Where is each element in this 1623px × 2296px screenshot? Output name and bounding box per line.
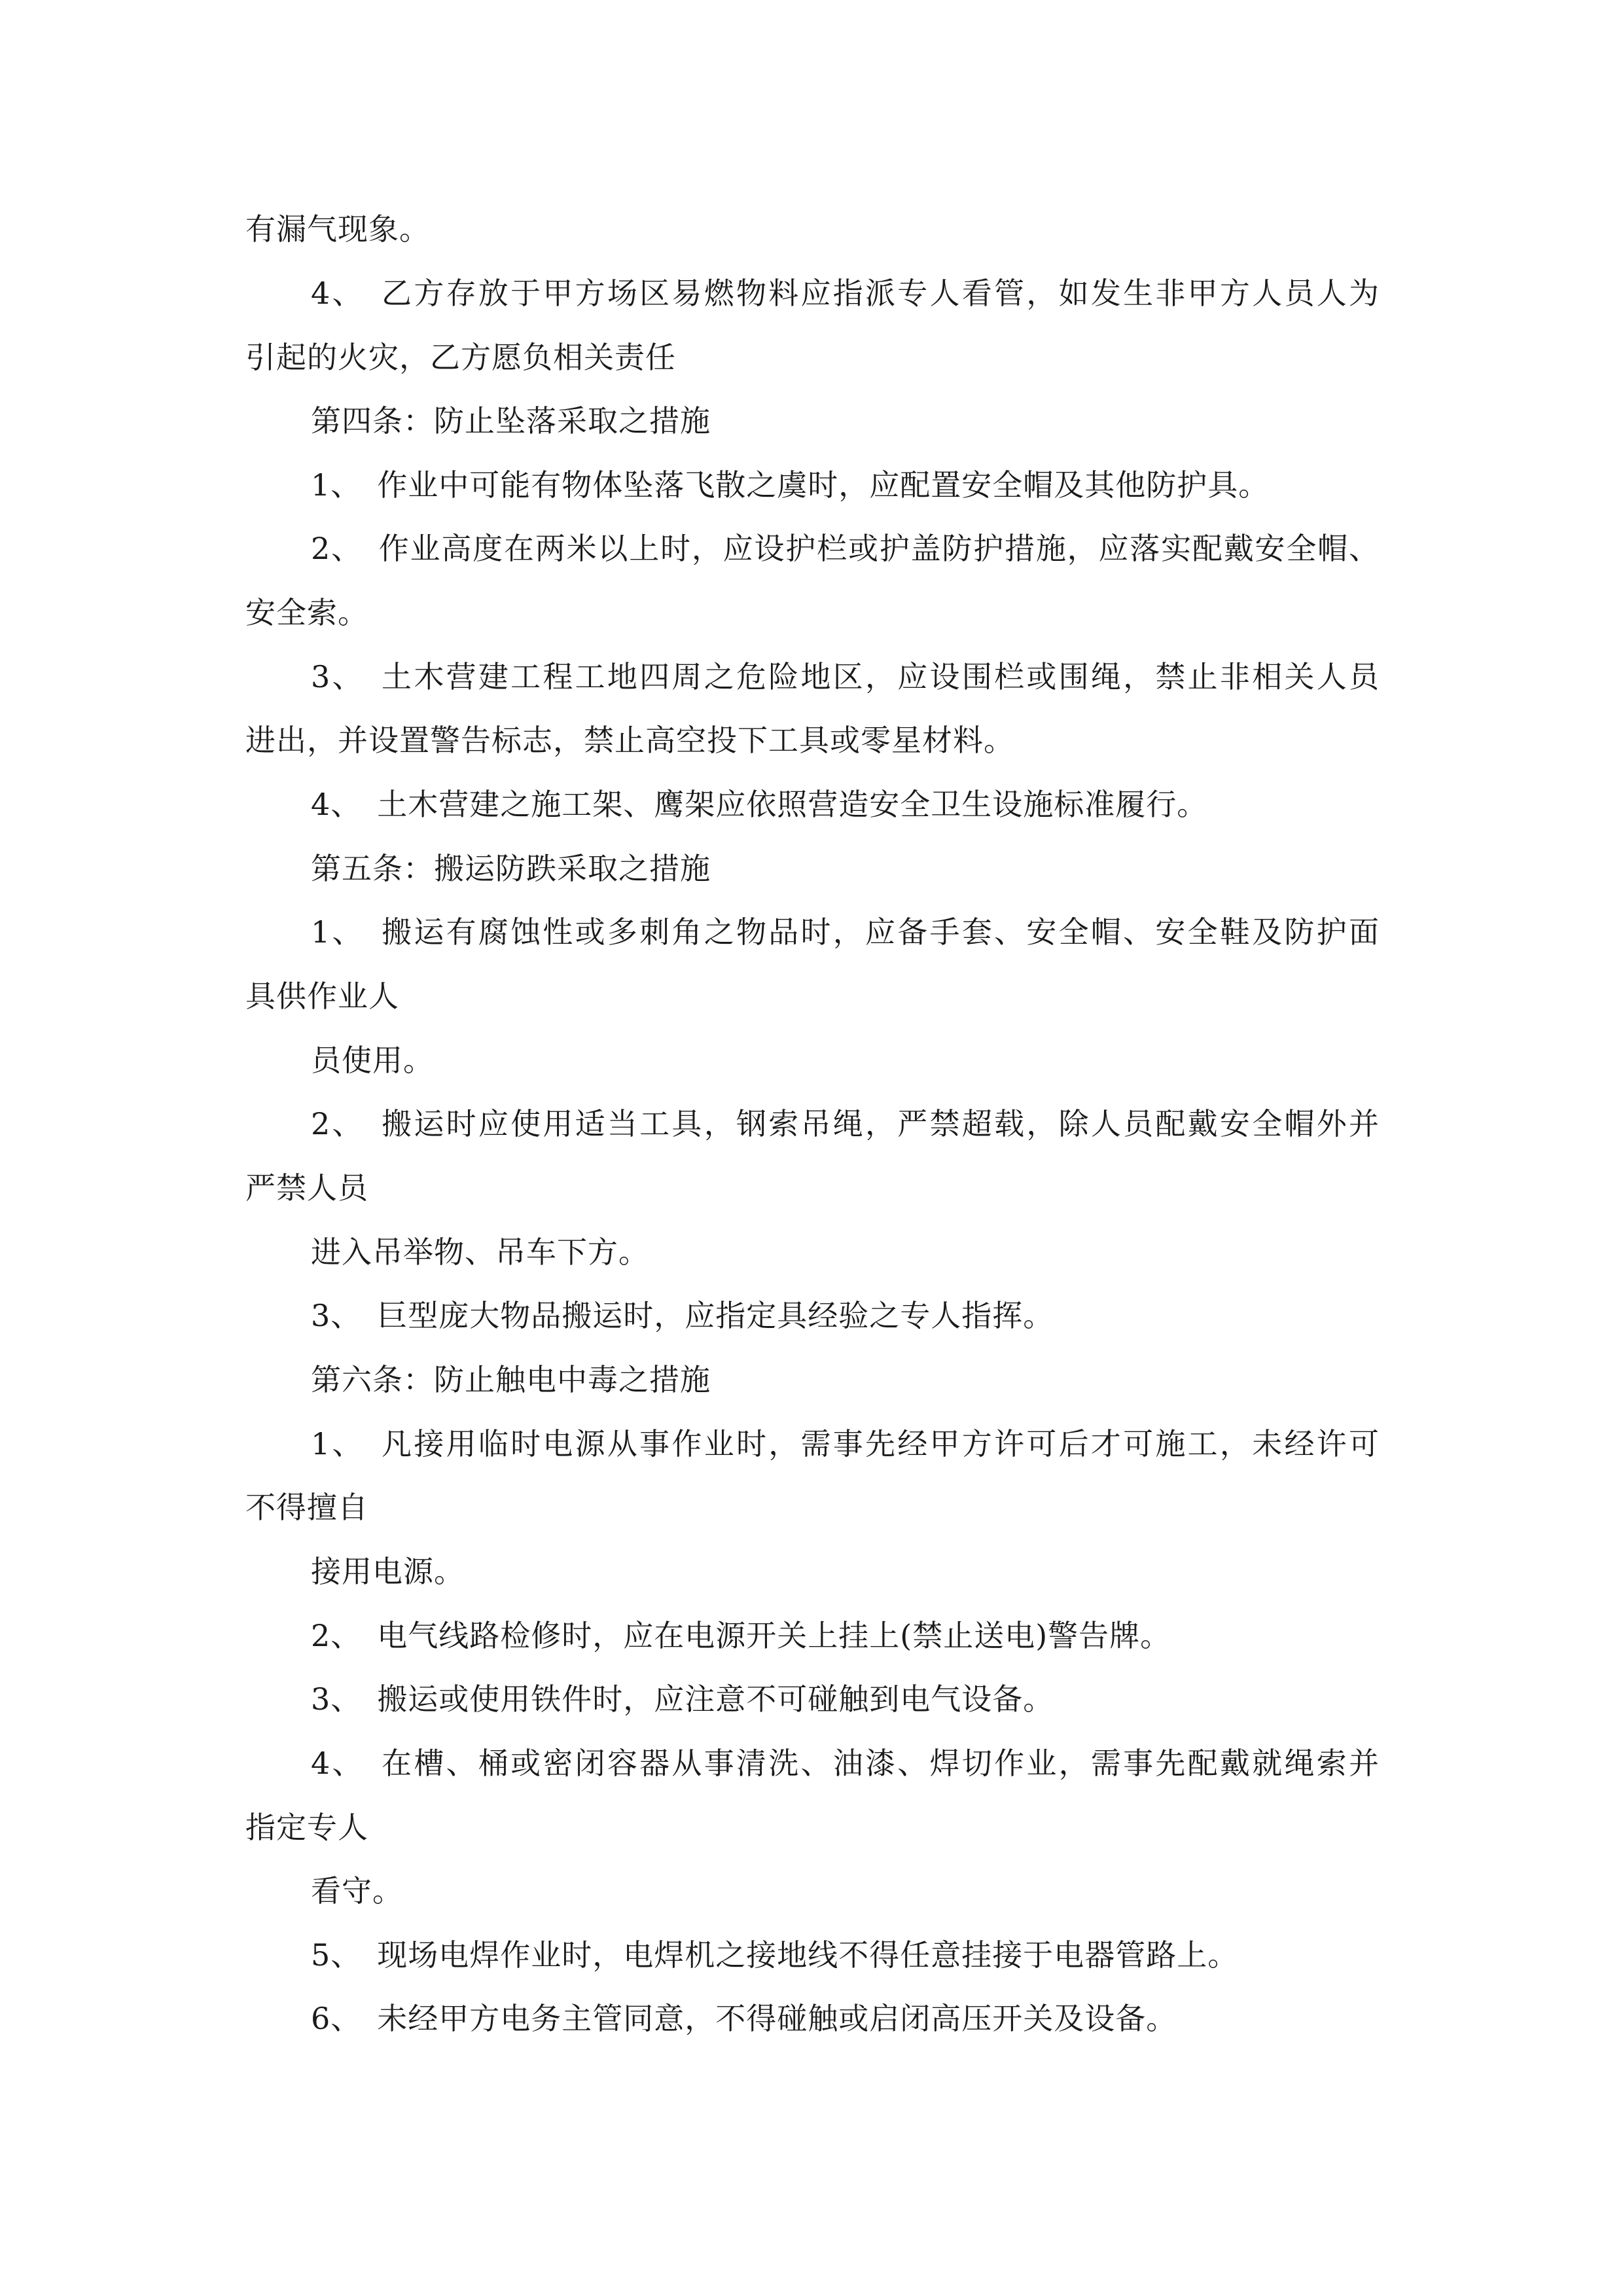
text-line: 5、 现场电焊作业时，电焊机之接地线不得任意挂接于电器管路上。 [311, 1937, 1239, 1973]
text-line: 有漏气现象。 [245, 211, 430, 247]
text-line: 4、 在槽、桶或密闭容器从事清洗、油漆、焊切作业，需事先配戴就绳索并 [311, 1746, 1379, 1781]
text-line: 4、 土木营建之施工架、鹰架应依照营造安全卫生设施标准履行。 [311, 787, 1208, 822]
text-line: 引起的火灾，乙方愿负相关责任 [245, 340, 676, 375]
text-line: 不得擅自 [245, 1490, 368, 1525]
text-line: 具供作业人 [245, 978, 399, 1014]
section-heading: 第五条：搬运防跌采取之措施 [311, 851, 711, 886]
text-line: 1、 作业中可能有物体坠落飞散之虞时，应配置安全帽及其他防护具。 [311, 467, 1270, 503]
text-line: 3、 搬运或使用铁件时，应注意不可碰触到电气设备。 [311, 1681, 1054, 1717]
text-line: 2、 搬运时应使用适当工具，钢索吊绳，严禁超载，除人员配戴安全帽外并 [311, 1106, 1379, 1141]
text-line: 2、 电气线路检修时，应在电源开关上挂上(禁止送电)警告牌。 [311, 1618, 1171, 1653]
text-line: 2、 作业高度在两米以上时，应设护栏或护盖防护措施，应落实配戴安全帽、 [311, 531, 1379, 566]
text-line: 1、 凡接用临时电源从事作业时，需事先经甲方许可后才可施工，未经许可 [311, 1426, 1379, 1462]
text-line: 安全索。 [245, 595, 368, 630]
text-line: 严禁人员 [245, 1170, 368, 1206]
text-line: 员使用。 [311, 1043, 434, 1078]
section-heading: 第六条：防止触电中毒之措施 [311, 1362, 711, 1397]
text-line: 看守。 [311, 1873, 403, 1909]
text-line: 进出，并设置警告标志，禁止高空投下工具或零星材料。 [245, 723, 1014, 758]
text-line: 6、 未经甲方电务主管同意，不得碰触或启闭高压开关及设备。 [311, 2001, 1177, 2036]
text-line: 接用电源。 [311, 1554, 465, 1589]
text-line: 3、 土木营建工程工地四周之危险地区，应设围栏或围绳，禁止非相关人员 [311, 659, 1379, 694]
text-line: 进入吊举物、吊车下方。 [311, 1234, 649, 1270]
section-heading: 第四条：防止坠落采取之措施 [311, 403, 711, 439]
text-line: 指定专人 [245, 1810, 368, 1845]
text-line: 4、 乙方存放于甲方场区易燃物料应指派专人看管，如发生非甲方人员人为 [311, 276, 1379, 311]
text-line: 1、 搬运有腐蚀性或多刺角之物品时，应备手套、安全帽、安全鞋及防护面 [311, 914, 1379, 950]
text-line: 3、 巨型庞大物品搬运时，应指定具经验之专人指挥。 [311, 1298, 1054, 1333]
